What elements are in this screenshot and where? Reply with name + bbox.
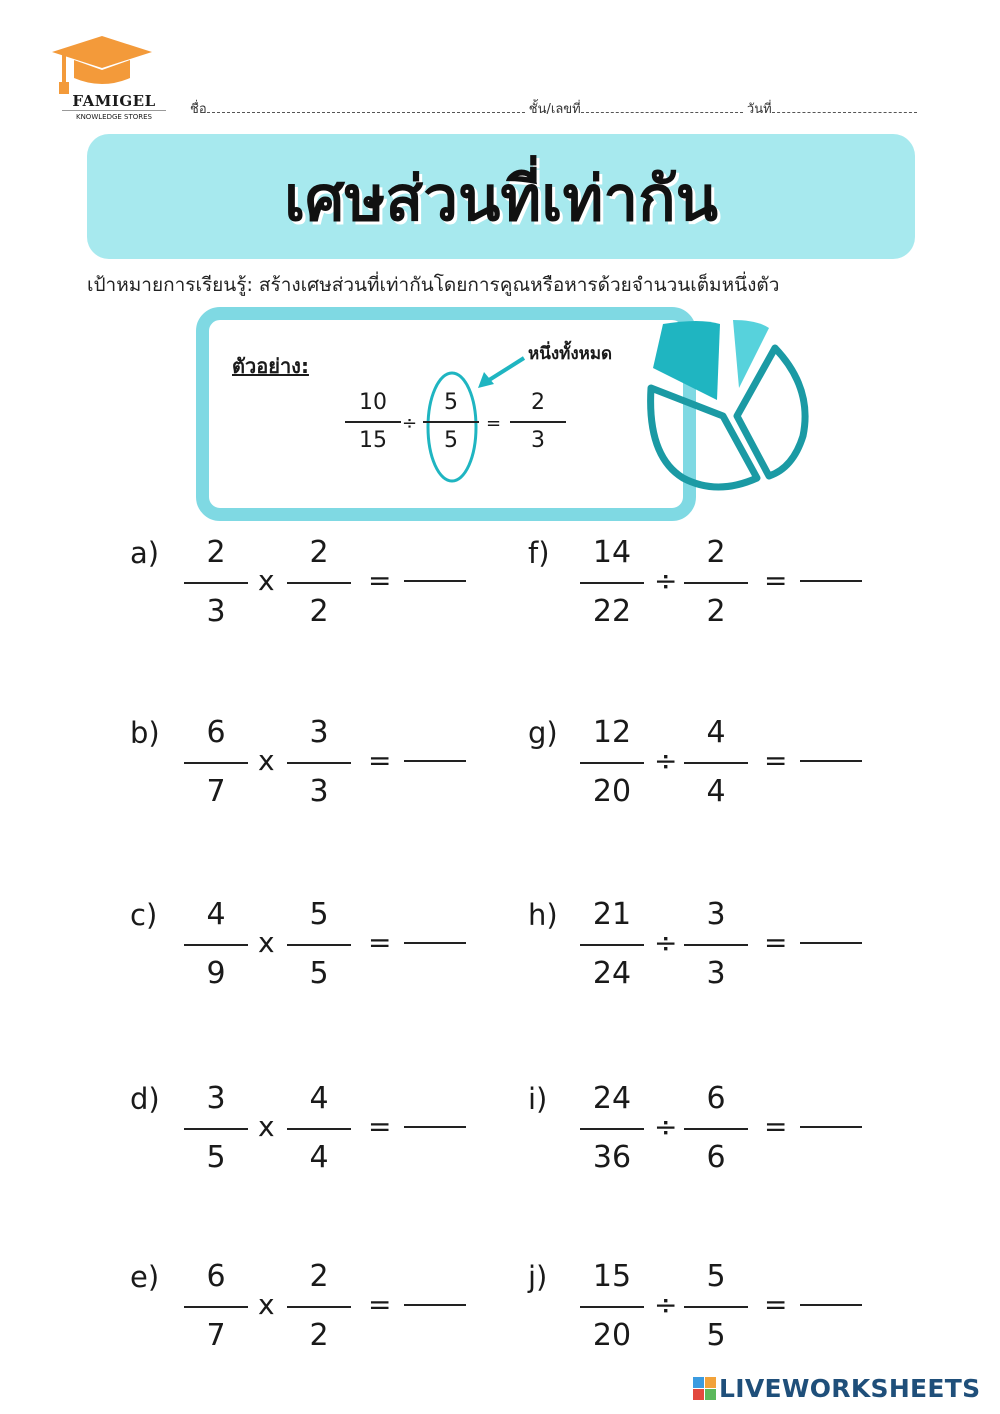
denominator: 5: [206, 1140, 226, 1175]
fraction-bar: [287, 762, 351, 764]
name-field[interactable]: [207, 100, 525, 113]
numerator: 10: [359, 390, 387, 415]
answer-blank[interactable]: [800, 1126, 862, 1128]
problem-equals: =: [368, 744, 392, 777]
example-fraction-middle: [423, 390, 479, 454]
problem-fraction-right: [287, 1082, 351, 1175]
answer-blank[interactable]: [800, 760, 862, 762]
answer-blank[interactable]: [800, 1304, 862, 1306]
logo-brand: FAMIGEL: [72, 92, 156, 110]
problem-fraction-left: [184, 536, 248, 629]
fraction-bar: [684, 944, 748, 946]
denominator: 7: [206, 1318, 226, 1353]
problem-fraction-left: [580, 1260, 644, 1353]
numerator: 2: [309, 1259, 329, 1294]
fraction-bar: [184, 1306, 248, 1308]
numerator: 3: [309, 715, 329, 750]
denominator: 20: [592, 1318, 632, 1353]
fraction-bar: [184, 762, 248, 764]
pie-chart-icon: [645, 318, 815, 493]
fraction-bar: [684, 762, 748, 764]
example-fraction-result: [510, 390, 566, 454]
numerator: 2: [206, 535, 226, 570]
problem-equals: =: [368, 1288, 392, 1321]
fraction-bar: [684, 1306, 748, 1308]
problem-fraction-right: [684, 1082, 748, 1175]
numerator: 6: [206, 1259, 226, 1294]
fraction-bar: [184, 582, 248, 584]
numerator: 6: [706, 1081, 726, 1116]
fraction-bar: [580, 944, 644, 946]
class-label: ชั้น/เลขที่: [528, 102, 581, 117]
numerator: 24: [592, 1081, 632, 1116]
numerator: 6: [206, 715, 226, 750]
problem-operator: x: [258, 744, 275, 777]
fraction-bar: [510, 421, 566, 423]
liveworksheets-logo-icon: [693, 1377, 717, 1403]
problem-operator: x: [258, 1288, 275, 1321]
fraction-bar: [287, 582, 351, 584]
numerator: 21: [592, 897, 632, 932]
class-field[interactable]: [581, 100, 743, 113]
numerator: 12: [592, 715, 632, 750]
fraction-bar: [184, 1128, 248, 1130]
denominator: 2: [309, 594, 329, 629]
numerator: 2: [309, 535, 329, 570]
fraction-bar: [580, 1306, 644, 1308]
problem-operator: ÷: [654, 744, 678, 777]
problem-operator: ÷: [654, 1110, 678, 1143]
problem-fraction-left: [184, 1082, 248, 1175]
answer-blank[interactable]: [404, 942, 466, 944]
problem-label: d): [130, 1082, 160, 1116]
denominator: 4: [309, 1140, 329, 1175]
numerator: 5: [309, 897, 329, 932]
denominator: 3: [531, 428, 545, 453]
problem-operator: ÷: [654, 1288, 678, 1321]
denominator: 3: [309, 774, 329, 809]
numerator: 3: [206, 1081, 226, 1116]
fraction-bar: [580, 582, 644, 584]
problem-equals: =: [764, 1288, 788, 1321]
numerator: 2: [531, 390, 545, 415]
logo-tagline: KNOWLEDGE STORES: [62, 110, 166, 121]
denominator: 4: [706, 774, 726, 809]
problem-label: h): [528, 898, 558, 932]
fraction-bar: [423, 421, 479, 423]
problem-label: e): [130, 1260, 160, 1294]
problem-equals: =: [764, 744, 788, 777]
numerator: 4: [206, 897, 226, 932]
page-title: เศษส่วนที่เท่ากัน: [283, 162, 719, 235]
problem-operator: x: [258, 926, 275, 959]
problem-label: b): [130, 716, 160, 750]
problem-label: a): [130, 536, 160, 570]
problem-equals: =: [368, 926, 392, 959]
problem-equals: =: [764, 926, 788, 959]
numerator: 2: [706, 535, 726, 570]
example-label: ตัวอย่าง:: [232, 354, 309, 378]
problem-equals: =: [368, 1110, 392, 1143]
problem-operator: x: [258, 1110, 275, 1143]
problem-label: f): [528, 536, 550, 570]
numerator: 5: [706, 1259, 726, 1294]
footer-text: LIVEWORKSHEETS: [719, 1374, 981, 1403]
example-operator: ÷: [402, 413, 418, 434]
fraction-bar: [684, 582, 748, 584]
problem-operator: x: [258, 564, 275, 597]
answer-blank[interactable]: [404, 1126, 466, 1128]
answer-blank[interactable]: [800, 580, 862, 582]
problem-fraction-right: [684, 1260, 748, 1353]
problem-fraction-right: [684, 536, 748, 629]
denominator: 20: [592, 774, 632, 809]
answer-blank[interactable]: [404, 760, 466, 762]
problem-fraction-right: [287, 536, 351, 629]
fraction-bar: [684, 1128, 748, 1130]
problem-fraction-left: [580, 716, 644, 809]
denominator: 3: [206, 594, 226, 629]
example-fraction-left: [345, 390, 401, 454]
problem-operator: ÷: [654, 564, 678, 597]
whole-one-note: หนึ่งทั้งหมด: [528, 344, 613, 364]
numerator: 4: [706, 715, 726, 750]
numerator: 4: [309, 1081, 329, 1116]
problem-label: g): [528, 716, 558, 750]
fraction-bar: [287, 944, 351, 946]
problem-fraction-right: [287, 1260, 351, 1353]
problem-fraction-left: [580, 898, 644, 991]
fraction-bar: [184, 944, 248, 946]
problem-operator: ÷: [654, 926, 678, 959]
problem-fraction-right: [287, 898, 351, 991]
denominator: 22: [592, 594, 632, 629]
liveworksheets-brand: [693, 1374, 993, 1406]
denominator: 2: [706, 594, 726, 629]
denominator: 2: [309, 1318, 329, 1353]
problem-fraction-left: [184, 898, 248, 991]
fraction-bar: [345, 421, 401, 423]
numerator: 15: [592, 1259, 632, 1294]
problem-equals: =: [764, 564, 788, 597]
name-label: ชื่อ: [190, 102, 207, 117]
problem-fraction-right: [684, 898, 748, 991]
denominator: 9: [206, 956, 226, 991]
example-equals: =: [486, 413, 502, 434]
fraction-bar: [580, 1128, 644, 1130]
problem-fraction-left: [580, 1082, 644, 1175]
problem-equals: =: [368, 564, 392, 597]
problem-fraction-left: [184, 716, 248, 809]
denominator: 7: [206, 774, 226, 809]
fraction-bar: [580, 762, 644, 764]
denominator: 3: [706, 956, 726, 991]
answer-blank[interactable]: [404, 1304, 466, 1306]
denominator: 36: [592, 1140, 632, 1175]
problem-label: c): [130, 898, 158, 932]
fraction-bar: [287, 1306, 351, 1308]
problem-fraction-right: [684, 716, 748, 809]
answer-blank[interactable]: [404, 580, 466, 582]
date-field[interactable]: [772, 100, 917, 113]
denominator: 5: [706, 1318, 726, 1353]
numerator: 3: [706, 897, 726, 932]
numerator: 5: [444, 390, 458, 415]
fraction-bar: [287, 1128, 351, 1130]
denominator: 5: [444, 428, 458, 453]
answer-blank[interactable]: [800, 942, 862, 944]
problem-fraction-left: [184, 1260, 248, 1353]
student-info-line: [190, 98, 940, 118]
problem-label: j): [528, 1260, 548, 1294]
denominator: 5: [309, 956, 329, 991]
date-label: วันที่: [746, 102, 772, 117]
denominator: 24: [592, 956, 632, 991]
graduation-cap-icon: [52, 34, 172, 94]
problem-fraction-right: [287, 716, 351, 809]
denominator: 15: [359, 428, 387, 453]
problem-fraction-left: [580, 536, 644, 629]
denominator: 6: [706, 1140, 726, 1175]
problem-equals: =: [764, 1110, 788, 1143]
famigel-logo: [52, 34, 172, 129]
learning-goal: เป้าหมายการเรียนรู้: สร้างเศษส่วนที่เท่ากันโดยการคูณหรือหารด้วยจำนวนเต็มหนึ่งตัว: [87, 274, 780, 296]
problem-label: i): [528, 1082, 548, 1116]
numerator: 14: [592, 535, 632, 570]
